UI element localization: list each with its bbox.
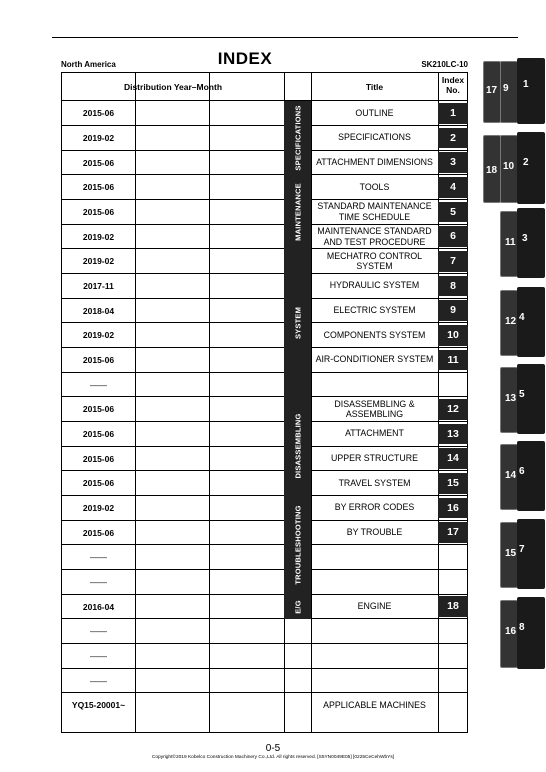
section-title: BY TROUBLE [346, 527, 403, 538]
distribution-date: —— [90, 626, 107, 637]
distribution-date: 2019-02 [82, 502, 115, 513]
row-divider [62, 396, 467, 397]
tab-layer [517, 132, 545, 204]
region-label: North America [61, 60, 116, 69]
distribution-date: 2019-02 [82, 132, 115, 143]
distribution-date: 2015-06 [82, 527, 115, 538]
top-rule [52, 37, 518, 38]
section-title: MECHATRO CONTROL SYSTEM [326, 250, 423, 272]
copyright-line: Copyright©2019 Kobelco Construction Machinery Co.,Ltd. All rights reserved. [S5YN0049E05] [0225CeCehWbYs] [151, 755, 395, 760]
header-index-line2: No. [446, 85, 460, 95]
index-table [61, 72, 468, 733]
section-title: MAINTENANCE STANDARD AND TEST PROCEDURE [317, 226, 432, 247]
row-divider [62, 150, 467, 151]
row-divider [62, 668, 467, 669]
index-number: 6 [438, 226, 468, 247]
row-divider [62, 199, 467, 200]
distribution-date: —— [90, 675, 107, 686]
index-number: 3 [438, 152, 468, 173]
distribution-date: —— [90, 552, 107, 563]
tab-label: 9 [503, 83, 509, 94]
distribution-date: 2019-02 [82, 231, 115, 242]
row-divider [62, 569, 467, 570]
index-number: 5 [438, 202, 468, 223]
page-number: 0-5 [265, 743, 281, 754]
distribution-date: —— [90, 576, 107, 587]
index-number: 13 [438, 424, 468, 445]
tab-label: 8 [519, 622, 525, 633]
row-divider [62, 347, 467, 348]
distribution-date: 2015-06 [82, 428, 115, 439]
tab-label: 17 [486, 85, 498, 96]
row-divider [62, 174, 467, 175]
index-number: 4 [438, 177, 468, 198]
category-label: E/G [293, 599, 302, 614]
category-band [284, 249, 311, 397]
row-divider [62, 470, 467, 471]
distribution-date: 2015-06 [82, 404, 115, 415]
section-title: TRAVEL SYSTEM [338, 477, 411, 488]
row-divider [62, 544, 467, 545]
category-label: TROUBLESHOOTING [293, 505, 302, 585]
tab-label: 10 [503, 161, 515, 172]
row-divider [62, 273, 467, 274]
distribution-date: YQ15-20001~ [71, 700, 126, 711]
tab-label: 1 [523, 79, 529, 90]
category-band [284, 594, 311, 619]
tab-label: 3 [522, 233, 528, 244]
section-title: APPLICABLE MACHINES [323, 699, 426, 710]
distribution-date: 2015-06 [82, 453, 115, 464]
category-label: DISASSEMBLING [293, 413, 302, 479]
section-title: DISASSEMBLING & ASSEMBLING [334, 398, 415, 420]
row-divider [62, 643, 467, 644]
distribution-date: 2015-06 [82, 182, 115, 193]
distribution-date: 2015-06 [82, 354, 115, 365]
section-title: ELECTRIC SYSTEM [333, 305, 416, 316]
category-band [284, 101, 311, 175]
section-title: TOOLS [359, 181, 390, 192]
category-label: SYSTEM [293, 306, 302, 339]
row-divider [62, 446, 467, 447]
index-number: 15 [438, 473, 468, 494]
column-divider [135, 73, 136, 732]
row-divider [62, 322, 467, 323]
category-band [284, 496, 311, 595]
header-divider [62, 100, 467, 101]
header-index [438, 75, 468, 95]
section-title: OUTLINE [355, 107, 394, 118]
row-divider [62, 372, 467, 373]
index-number: 7 [438, 251, 468, 272]
tab-label: 12 [505, 316, 517, 327]
distribution-date: 2019-02 [82, 330, 115, 341]
section-title: AIR-CONDITIONER SYSTEM [315, 354, 434, 365]
distribution-date: 2019-02 [82, 256, 115, 267]
section-title: UPPER STRUCTURE [331, 453, 418, 464]
tab-label: 15 [505, 548, 517, 559]
header-index-line1: Index [441, 75, 465, 85]
header-distribution: Distribution Year–Month [123, 82, 223, 92]
tab-label: 7 [519, 544, 525, 555]
model-label: SK210LC-10 [421, 60, 468, 69]
distribution-date: 2015-06 [82, 157, 115, 168]
section-title: HYDRAULIC SYSTEM [329, 280, 420, 291]
distribution-date: 2017-11 [83, 280, 114, 291]
row-divider [62, 594, 467, 595]
distribution-date: 2018-04 [82, 305, 115, 316]
category-band [284, 397, 311, 496]
index-number: 9 [438, 300, 468, 321]
tab-label: 6 [519, 466, 525, 477]
row-divider [62, 298, 467, 299]
distribution-date: 2015-06 [82, 478, 115, 489]
index-number: 12 [438, 399, 468, 420]
index-number: 10 [438, 325, 468, 346]
category-band [284, 175, 311, 249]
row-divider [62, 495, 467, 496]
index-number: 8 [438, 276, 468, 297]
section-title: ENGINE [357, 601, 392, 612]
tab-label: 2 [523, 157, 529, 168]
tab-label: 5 [519, 389, 525, 400]
section-title: BY ERROR CODES [334, 502, 415, 513]
index-number: 14 [438, 448, 468, 469]
header-title: Title [365, 82, 384, 92]
section-title: SPECIFICATIONS [338, 132, 411, 143]
distribution-date: 2015-06 [82, 108, 115, 119]
tab-layer [517, 58, 545, 124]
tab-layer [517, 597, 545, 669]
section-title: ATTACHMENT DIMENSIONS [316, 157, 433, 168]
row-divider [62, 248, 467, 249]
tab-label: 16 [505, 626, 517, 637]
tab-label: 4 [519, 312, 525, 323]
section-title: COMPONENTS SYSTEM [323, 329, 426, 340]
distribution-date: —— [90, 379, 107, 390]
page-title: INDEX [217, 49, 273, 68]
row-divider [62, 692, 467, 693]
row-divider [62, 421, 467, 422]
tab-label: 11 [505, 237, 516, 248]
category-label: SPECIFICATIONS [293, 105, 302, 171]
row-divider [62, 125, 467, 126]
row-divider [62, 224, 467, 225]
index-number: 17 [438, 522, 468, 543]
tab-label: 18 [486, 165, 498, 176]
index-number: 11 [438, 350, 468, 371]
index-number: 1 [438, 103, 468, 124]
column-divider [209, 73, 210, 732]
section-title: STANDARD MAINTENANCE TIME SCHEDULE [317, 201, 432, 222]
section-title: ATTACHMENT [345, 428, 404, 439]
distribution-date: —— [90, 650, 107, 661]
category-label: MAINTENANCE [293, 183, 302, 241]
index-number: 2 [438, 128, 468, 149]
tab-label: 14 [505, 470, 517, 481]
row-divider [62, 618, 467, 619]
index-number: 16 [438, 498, 468, 519]
tab-label: 13 [505, 393, 517, 404]
distribution-date: 2016-04 [82, 601, 115, 612]
distribution-date: 2015-06 [82, 206, 115, 217]
row-divider [62, 520, 467, 521]
index-number: 18 [438, 596, 468, 617]
